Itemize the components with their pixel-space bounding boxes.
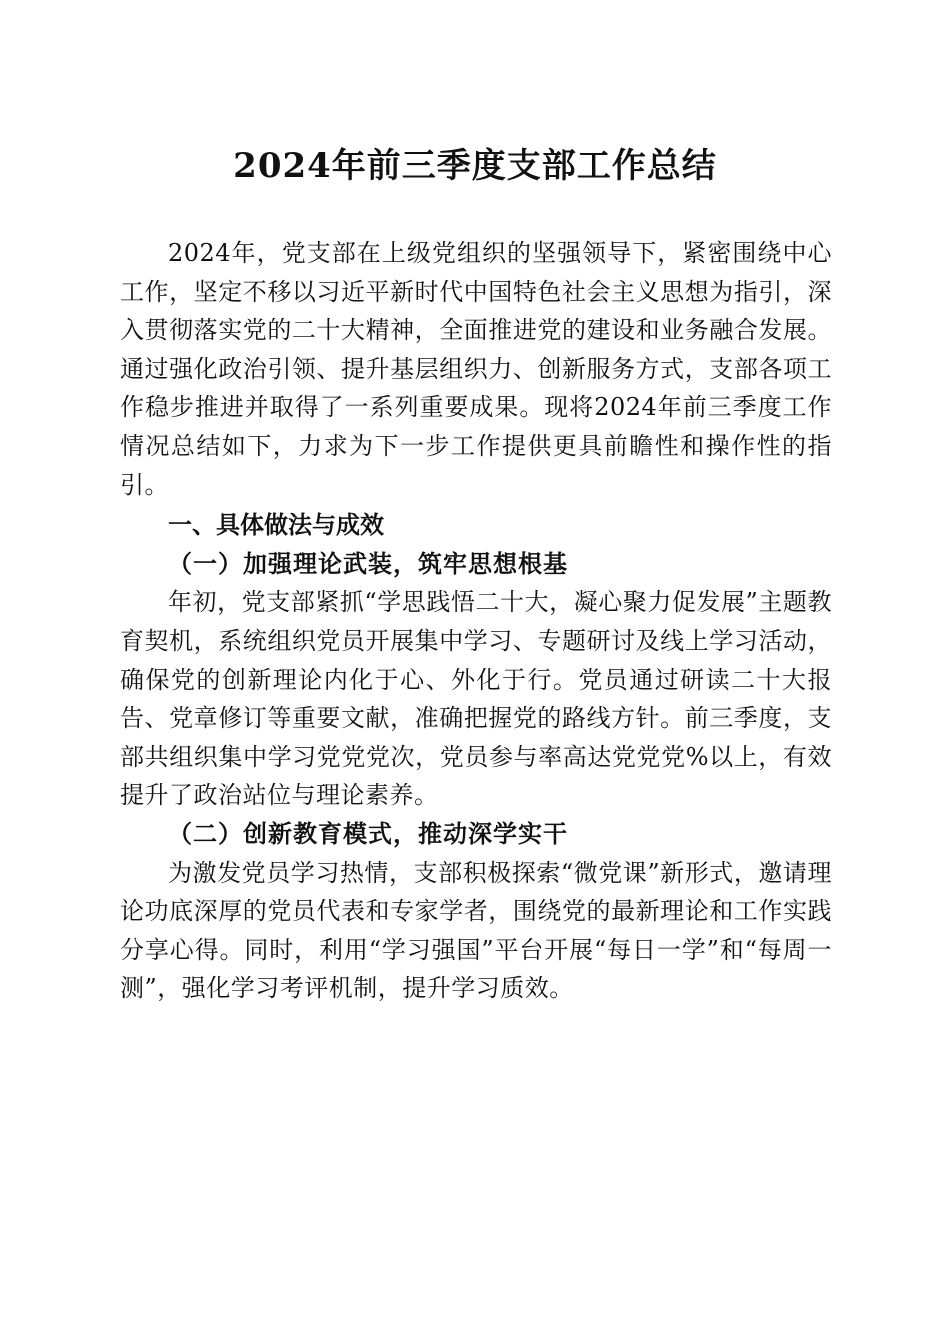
section-heading-1: 一、具体做法与成效 xyxy=(168,511,384,540)
document-body xyxy=(120,234,832,1008)
subsection-heading-2: （二）创新教育模式，推动深学实干 xyxy=(168,818,568,848)
subsection-paragraph-2: 为激发党员学习热情，支部积极探索“微党课”新形式，邀请理论功底深厚的党员代表和专家学者，围绕党的最新理论和工作实践分享心得。同时，利用“学习强国”平台开展“每日一学”和“每周一测”，强化学习考评机制，提升学习质效。 xyxy=(120,858,832,1003)
intro-paragraph: 2024年，党支部在上级党组织的坚强领导下，紧密围绕中心工作，坚定不移以习近平新时代中国特色社会主义思想为指引，深入贯彻落实党的二十大精神，全面推进党的建设和业务融合发展。通过强化政治引领、提升基层组织力、创新服务方式，支部各项工作稳步推进并取得了一系列重要成果。现将2024年前三季度工作情况总结如下，力求为下一步工作提供更具前瞻性和操作性的指引。 xyxy=(120,239,832,499)
document-title: 2024年前三季度支部工作总结 xyxy=(233,146,717,186)
subsection-paragraph-1: 年初，党支部紧抓“学思践悟二十大，凝心聚力促发展”主题教育契机，系统组织党员开展集中学习、专题研讨及线上学习活动，确保党的创新理论内化于心、外化于行。党员通过研读二十大报告、党章修订等重要文献，准确把握党的路线方针。前三季度，支部共组织集中学习党党党次，党员参与率高达党党党%以上，有效提升了政治站位与理论素养。 xyxy=(120,588,832,810)
subsection-heading-1: （一）加强理论武装，筑牢思想根基 xyxy=(168,548,568,578)
